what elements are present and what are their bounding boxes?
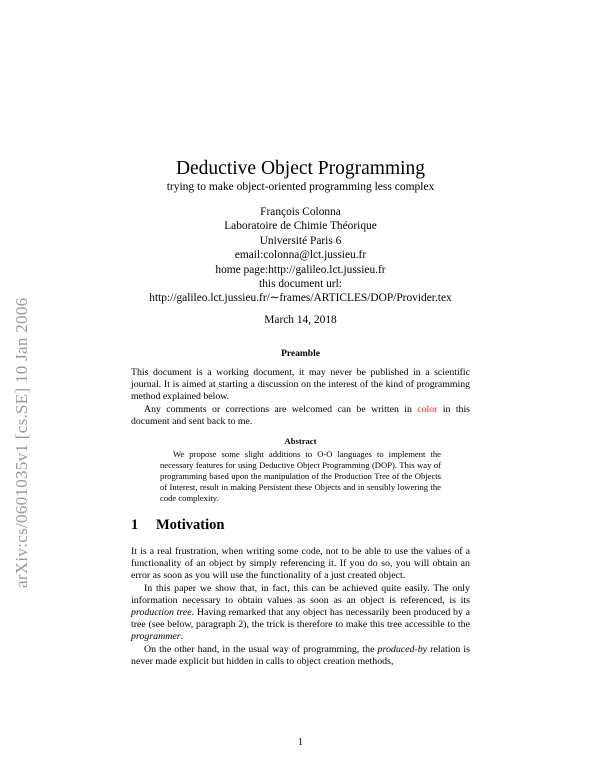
emphasis-programmer: programmer: [131, 631, 181, 643]
author-lab: Laboratoire de Chimie Théorique: [224, 220, 377, 233]
p2-text-a: In this paper we show that, in fact, this can be achieved quite easily. The only information necessary to obtain values as soon as an object is referenced, is its: [131, 583, 470, 607]
emphasis-production-tree: production tree: [131, 607, 192, 619]
document-url-label: this document url:: [259, 278, 342, 291]
motivation-paragraph-1: It is a real frustration, when writing some code, not to be able to use the values of a functionality of an object by simply referencing it. If you do so, you will obtain an error as soon as you will use the functionality of a just created object.: [131, 546, 470, 582]
section-title: Motivation: [156, 517, 225, 533]
motivation-paragraph-2: [131, 583, 470, 643]
document-url: http://galileo.lct.jussieu.fr/∼frames/ARTICLES/DOP/Provider.tex: [149, 292, 452, 305]
paper-date: March 14, 2018: [264, 314, 337, 326]
preamble-p2-tail: in this document and sent back to me.: [131, 404, 470, 428]
section-number: 1: [131, 517, 139, 533]
preamble-p2-text: Any comments or corrections are welcomed can be written in: [144, 404, 418, 415]
arxiv-identifier-stamp: arXiv:cs/0601035v1 [cs.SE] 10 Jan 2006: [12, 297, 31, 588]
abstract-heading: Abstract: [284, 436, 317, 446]
p2-text-b: . Having remarked that any object has necessarily been produced by a tree (see below, paragraph 2), the trick is therefore to make this tree accessible to the: [131, 607, 470, 631]
preamble-paragraph-2: [131, 404, 470, 428]
author-home-page: home page:http://galileo.lct.jussieu.fr: [215, 263, 386, 276]
paper-subtitle: trying to make object-oriented programming less complex: [166, 181, 435, 193]
author-university: Université Paris 6: [259, 234, 342, 247]
abstract-text: We propose some slight additions to O-O languages to implement the necessary features for using Deductive Object Programming (DOP). This way of programming based upon the manipulation of the Production Tree of the Objects of Interest, result in making Persistent these Objects and in sensibly lowering the code complexity.: [160, 449, 441, 503]
preamble-paragraph-1: This document is a working document, it may never be published in a scientific journal. It is aimed at starting a discussion on the interest of the kind of programming method explained below.: [131, 367, 470, 403]
author-block: [121, 205, 480, 306]
page-number: 1: [298, 737, 303, 748]
p2-text-c: .: [180, 631, 184, 643]
p3-text-a: On the other hand, in the usual way of programming, the: [144, 644, 378, 655]
motivation-paragraph-3: [131, 644, 470, 668]
author-name: François Colonna: [260, 206, 341, 218]
author-email: email:colonna@lct.jussieu.fr: [234, 249, 367, 262]
emphasis-produced-by: produced-by: [377, 644, 428, 655]
p3-text-b: relation is never made explicit but hidden in calls to object creation methods,: [131, 644, 470, 668]
preamble-heading: Preamble: [281, 349, 320, 359]
paper-title: Deductive Object Programming: [175, 158, 426, 179]
section-heading-motivation: [131, 517, 224, 534]
color-word: color: [417, 404, 438, 415]
